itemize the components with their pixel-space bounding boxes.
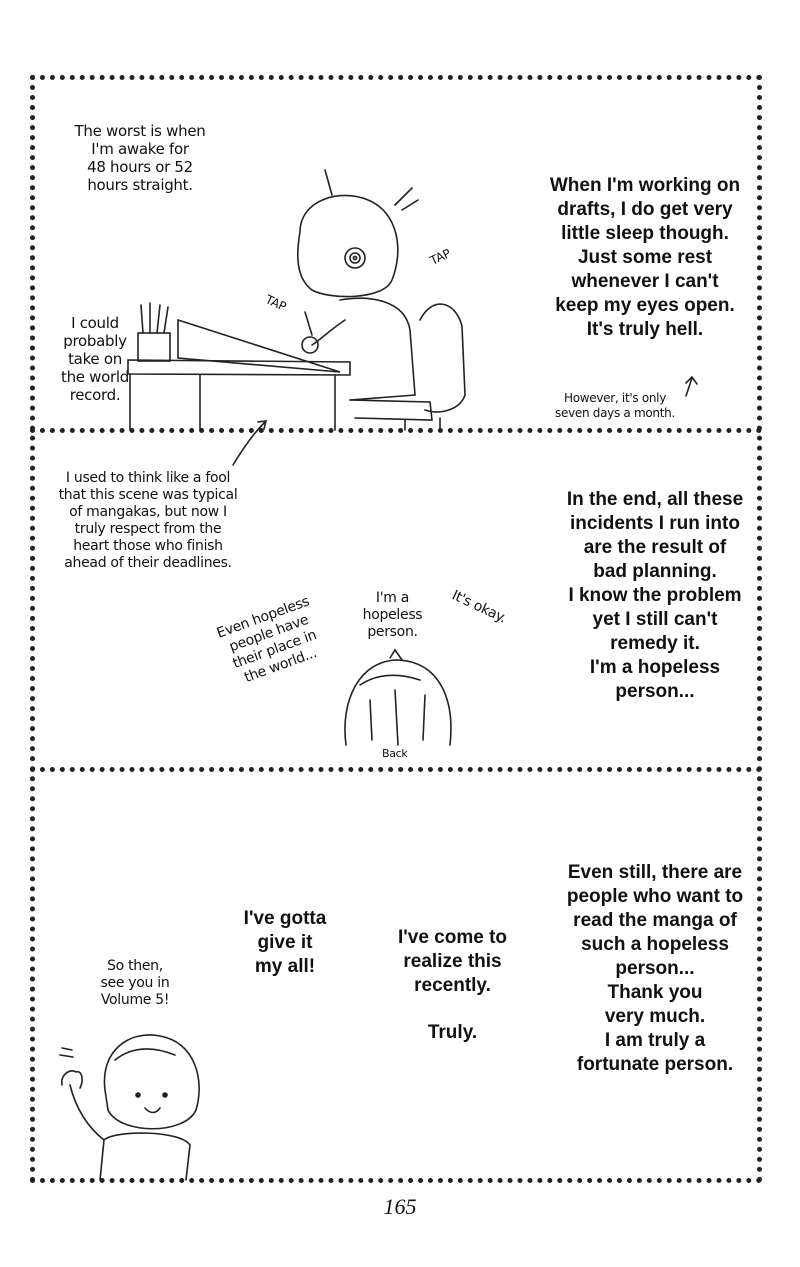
- caption-drafts: When I'm working on drafts, I do get very little sleep though. Just some rest whenever I can't keep my eyes open. It's truly hell.: [549, 175, 741, 340]
- caption-truly: Truly.: [427, 1022, 478, 1043]
- caption-hopeless-person: I'm a hopeless person.: [362, 590, 423, 640]
- caption-still: Even still, there are people who want to read the manga of such a hopeless person... Thank you very much. I am truly a fortunate person.: [566, 862, 744, 1075]
- page-number: 165: [383, 1194, 417, 1219]
- caption-see-you: So then, see you in Volume 5!: [100, 958, 170, 1008]
- label-back: Back: [382, 747, 408, 760]
- caption-fool: I used to think like a fool that this scene was typical of mangakas, but now I truly respect from the heart those who finish ahead of their deadlines.: [58, 470, 238, 571]
- caption-gotta: I've gotta give it my all!: [243, 908, 327, 977]
- sfx-tap-left: TAP: [263, 292, 289, 314]
- caption-planning: In the end, all these incidents I run into are the result of bad planning. I know the problem yet I still can't remedy it. I'm a hopeless person...: [566, 489, 744, 702]
- caption-however: However, it's only seven days a month.: [555, 391, 675, 420]
- caption-worst: The worst is when I'm awake for 48 hours or 52 hours straight.: [74, 122, 206, 194]
- caption-record: I could probably take on the world record.: [61, 314, 129, 404]
- caption-hopeless-people: Even hopeless people have their place in the world...: [214, 593, 319, 686]
- caption-okay: It's okay.: [449, 587, 509, 627]
- sfx-tap-right: TAP: [427, 246, 453, 268]
- caption-realize: I've come to realize this recently.: [397, 927, 508, 996]
